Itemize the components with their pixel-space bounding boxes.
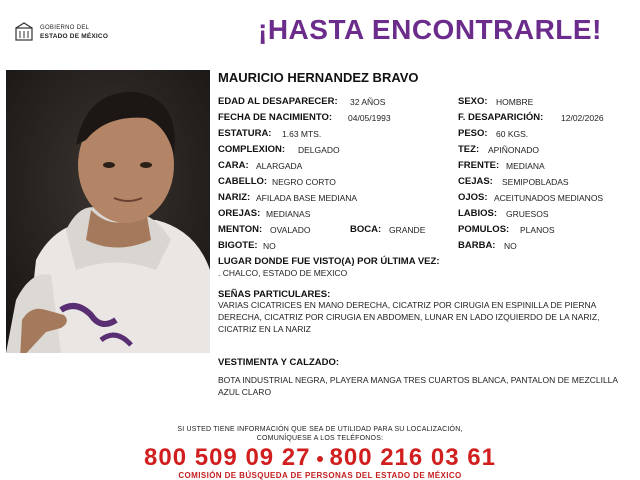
missing-person-photo (6, 70, 210, 353)
commission-name: COMISIÓN DE BÚSQUEDA DE PERSONAS DEL ESTADO DE MÉXICO (178, 471, 462, 480)
complexion-label: TEZ: (458, 144, 480, 155)
ears-value: MEDIANAS (266, 209, 311, 219)
person-name: MAURICIO HERNANDEZ BRAVO (218, 70, 419, 85)
contact-note-line-2: COMUNÍQUESE A LOS TELÉFONOS: (256, 435, 384, 442)
disappearance-date-value: 12/02/2026 (561, 113, 604, 123)
birthdate-value: 04/05/1993 (348, 113, 391, 123)
nose-label: NARIZ: (218, 192, 251, 203)
mustache-value: NO (263, 241, 276, 251)
weight-label: PESO: (458, 128, 488, 139)
birthdate-label: FECHA DE NACIMIENTO: (218, 112, 332, 123)
cheekbones-value: PLANOS (520, 225, 555, 235)
mustache-label: BIGOTE: (218, 240, 258, 251)
state-seal-icon (14, 22, 34, 42)
chin-value: OVALADO (270, 225, 311, 235)
beard-value: NO (504, 241, 517, 251)
eyebrows-value: SEMIPOBLADAS (502, 177, 569, 187)
mouth-value: GRANDE (389, 225, 426, 235)
forehead-label: FRENTE: (458, 160, 500, 171)
build-value: DELGADO (298, 145, 340, 155)
lips-value: GRUESOS (506, 209, 549, 219)
contact-note-line-1: SI USTED TIENE INFORMACIÓN QUE SEA DE UTILIDAD PARA SU LOCALIZACIÓN, (177, 426, 463, 433)
phone-number-1[interactable]: 800 509 09 27 (144, 444, 311, 471)
distinguishing-marks-value: VARIAS CICATRICES EN MANO DERECHA, CICATRIZ POR CIRUGIA EN ESPINILLA DE PIERNA DERECHA, CICATRIZ POR CIRUGIA EN ABDOMEN, LUNAR EN LADO IZQUIERDO DE LA NARIZ, CICATRIZ EN LA NARIZ (218, 300, 600, 334)
portrait-image (6, 70, 210, 353)
clothing-value: BOTA INDUSTRIAL NEGRA, PLAYERA MANGA TRES CUARTOS BLANCA, PANTALON DE MEZCLILLA AZUL CLARO (218, 375, 618, 397)
face-value: ALARGADA (256, 161, 303, 171)
hair-label: CABELLO: (218, 176, 268, 187)
mouth-label: BOCA: (350, 224, 382, 235)
gov-line-2: ESTADO DE MÉXICO (40, 33, 109, 40)
eyebrows-label: CEJAS: (458, 176, 493, 187)
ears-label: OREJAS: (218, 208, 261, 219)
sex-label: SEXO: (458, 96, 488, 107)
sex-value: HOMBRE (496, 97, 534, 107)
beard-label: BARBA: (458, 240, 496, 251)
eyes-label: OJOS: (458, 192, 488, 203)
chin-label: MENTON: (218, 224, 263, 235)
age-value: 32 AÑOS (350, 97, 386, 107)
eyes-value: ACEITUNADOS MEDIANOS (494, 193, 604, 203)
face-label: CARA: (218, 160, 249, 171)
cheekbones-label: POMULOS: (458, 224, 510, 235)
government-logo (8, 22, 118, 44)
clothing-label: VESTIMENTA Y CALZADO: (218, 357, 340, 368)
page-title: ¡HASTA ENCONTRARLE! (258, 14, 602, 45)
bullet-icon (317, 456, 323, 462)
lips-label: LABIOS: (458, 208, 498, 219)
complexion-value: APIÑONADO (488, 145, 540, 155)
forehead-value: MEDIANA (506, 161, 545, 171)
nose-value: AFILADA BASE MEDIANA (256, 193, 358, 203)
last-seen-label: LUGAR DONDE FUE VISTO(A) POR ÚLTIMA VEZ: (218, 256, 440, 267)
disappearance-date-label: F. DESAPARICIÓN: (458, 112, 544, 123)
last-seen-value: . CHALCO, ESTADO DE MEXICO (218, 268, 348, 278)
gov-line-1: GOBIERNO DEL (40, 25, 90, 31)
height-value: 1.63 MTS. (282, 129, 322, 139)
phone-numbers (0, 444, 640, 472)
hair-value: NEGRO CORTO (272, 177, 336, 187)
distinguishing-marks-label: SEÑAS PARTICULARES: (218, 289, 331, 300)
weight-value: 60 KGS. (496, 129, 529, 139)
height-label: ESTATURA: (218, 128, 272, 139)
phone-number-2[interactable]: 800 216 03 61 (329, 444, 496, 471)
build-label: COMPLEXION: (218, 144, 286, 155)
age-label: EDAD AL DESAPARECER: (218, 96, 338, 107)
